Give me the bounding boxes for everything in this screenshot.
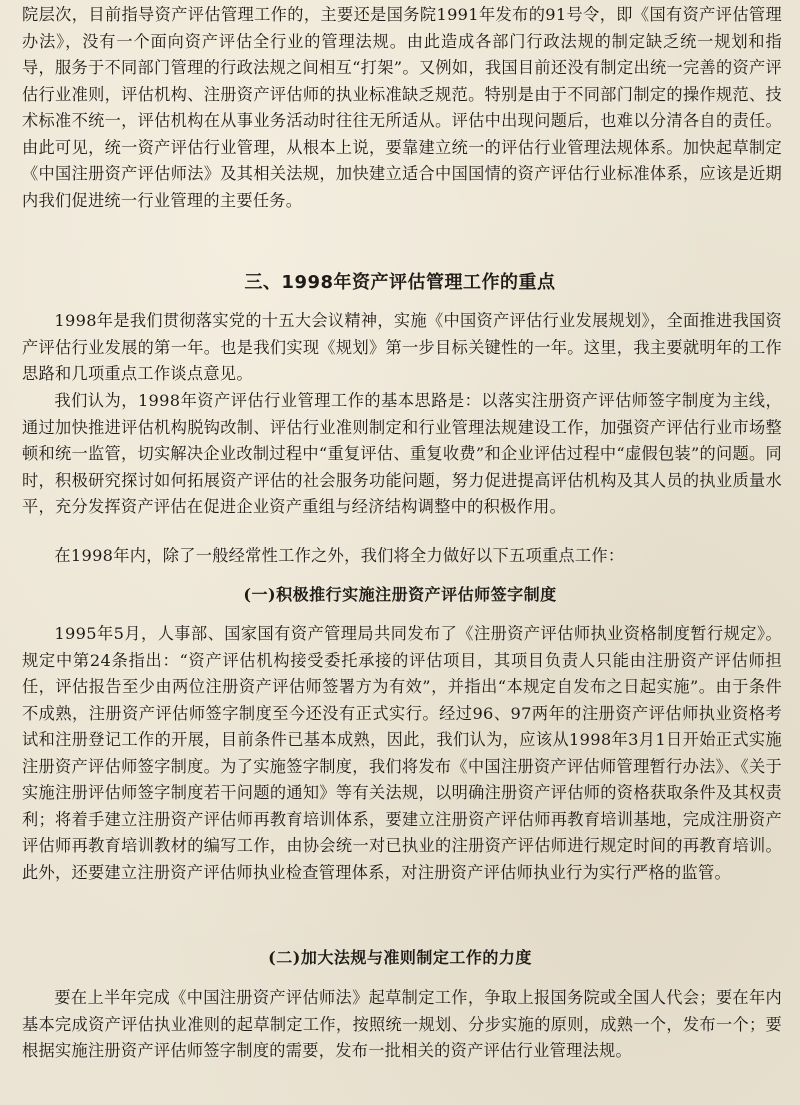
- section-3-heading: 三、1998年资产评估管理工作的重点: [244, 272, 556, 293]
- section-3-paragraph-1: 1998年是我们贯彻落实党的十五大会议精神，实施《中国资产评估行业发展规划》，全面推进我国资产评估行业发展的第一年。也是我们实现《规划》第一步目标关键性的一年。这里，我主要就明年的工作思路和几项重点工作谈点意见。: [22, 311, 782, 383]
- subsection-2-heading: (二)加大法规与准则制定工作的力度: [268, 948, 532, 967]
- subsection-1-heading: (一)积极推行实施注册资产评估师签字制度: [243, 585, 557, 604]
- section-3-paragraph-2: 我们认为，1998年资产评估行业管理工作的基本思路是：以落实注册资产评估师签字制度为主线，通过加快推进评估机构脱钩改制、评估行业准则制定和行业管理法规建设工作，加强资产评估行业市场整顿和统一监管，切实解决企业改制过程中“重复评估、重复收费”和企业评估过程中“虚假包装”的问题。同时，积极研究探讨如何拓展资产评估的社会服务功能问题，努力促进提高评估机构及其人员的执业质量水平，充分发挥资产评估在促进企业资产重组与经济结构调整中的积极作用。: [22, 391, 782, 516]
- subsection-1-paragraph-1: 1995年5月，人事部、国家国有资产管理局共同发布了《注册资产评估师执业资格制度暂行规定》。规定中第24条指出：“资产评估机构接受委托承接的评估项目，其项目负责人只能由注册资产评估师担任，评估报告至少由两位注册资产评估师签署方为有效”，并指出“本规定自发布之日起实施”。由于条件不成熟，注册资产评估师签字制度至今还没有正式实行。经过96、97两年的注册资产评估师执业资格考试和注册登记工作的开展，目前条件已基本成熟，因此，我们认为，应该从1998年3月1日开始正式实施注册资产评估师签字制度。为了实施签字制度，我们将发布《中国注册资产评估师管理暂行办法》、《关于实施注册评估师签字制度若干问题的通知》等有关法规，以明确注册资产评估师的资格获取条件及其权责利；将着手建立注册资产评估师再教育培训体系，要建立注册资产评估师再教育培训基地，完成注册资产评估师再教育培训教材的编写工作，由协会统一对已执业的注册资产评估师进行规定时间的再教育培训。此外，还要建立注册资产评估师执业检查管理体系，对注册资产评估师执业行为实行严格的监管。: [22, 624, 782, 882]
- intro-continuation-paragraph: 院层次，目前指导资产评估管理工作的，主要还是国务院1991年发布的91号令，即《国有资产评估管理办法》，没有一个面向资产评估全行业的管理法规。由此造成各部门行政法规的制定缺乏统一规划和指导，服务于不同部门管理的行政法规之间相互“打架”。又例如，我国目前还没有制定出统一完善的资产评估行业准则，评估机构、注册资产评估师的执业标准缺乏规范。特别是由于不同部门制定的操作规范、技术标准不统一，评估机构在从事业务活动时往往无所适从。评估中出现问题后，也难以分清各自的责任。由此可见，统一资产评估行业管理，从根本上说，要靠建立统一的评估行业管理法规体系。加快起草制定《中国注册资产评估师法》及其相关法规，加快建立适合中国国情的资产评估行业标准体系，应该是近期内我们促进统一行业管理的主要任务。: [22, 5, 782, 210]
- subsection-2-paragraph-1: 要在上半年完成《中国注册资产评估师法》起草制定工作，争取上报国务院或全国人代会；要在年内基本完成资产评估执业准则的起草制定工作，按照统一规划、分步实施的原则，成熟一个，发布一个；要根据实施注册资产评估师签字制度的需要，发布一批相关的资产评估行业管理法规。: [22, 988, 782, 1060]
- section-3-paragraph-3: 在1998年内，除了一般经常性工作之外，我们将全力做好以下五项重点工作：: [54, 546, 625, 565]
